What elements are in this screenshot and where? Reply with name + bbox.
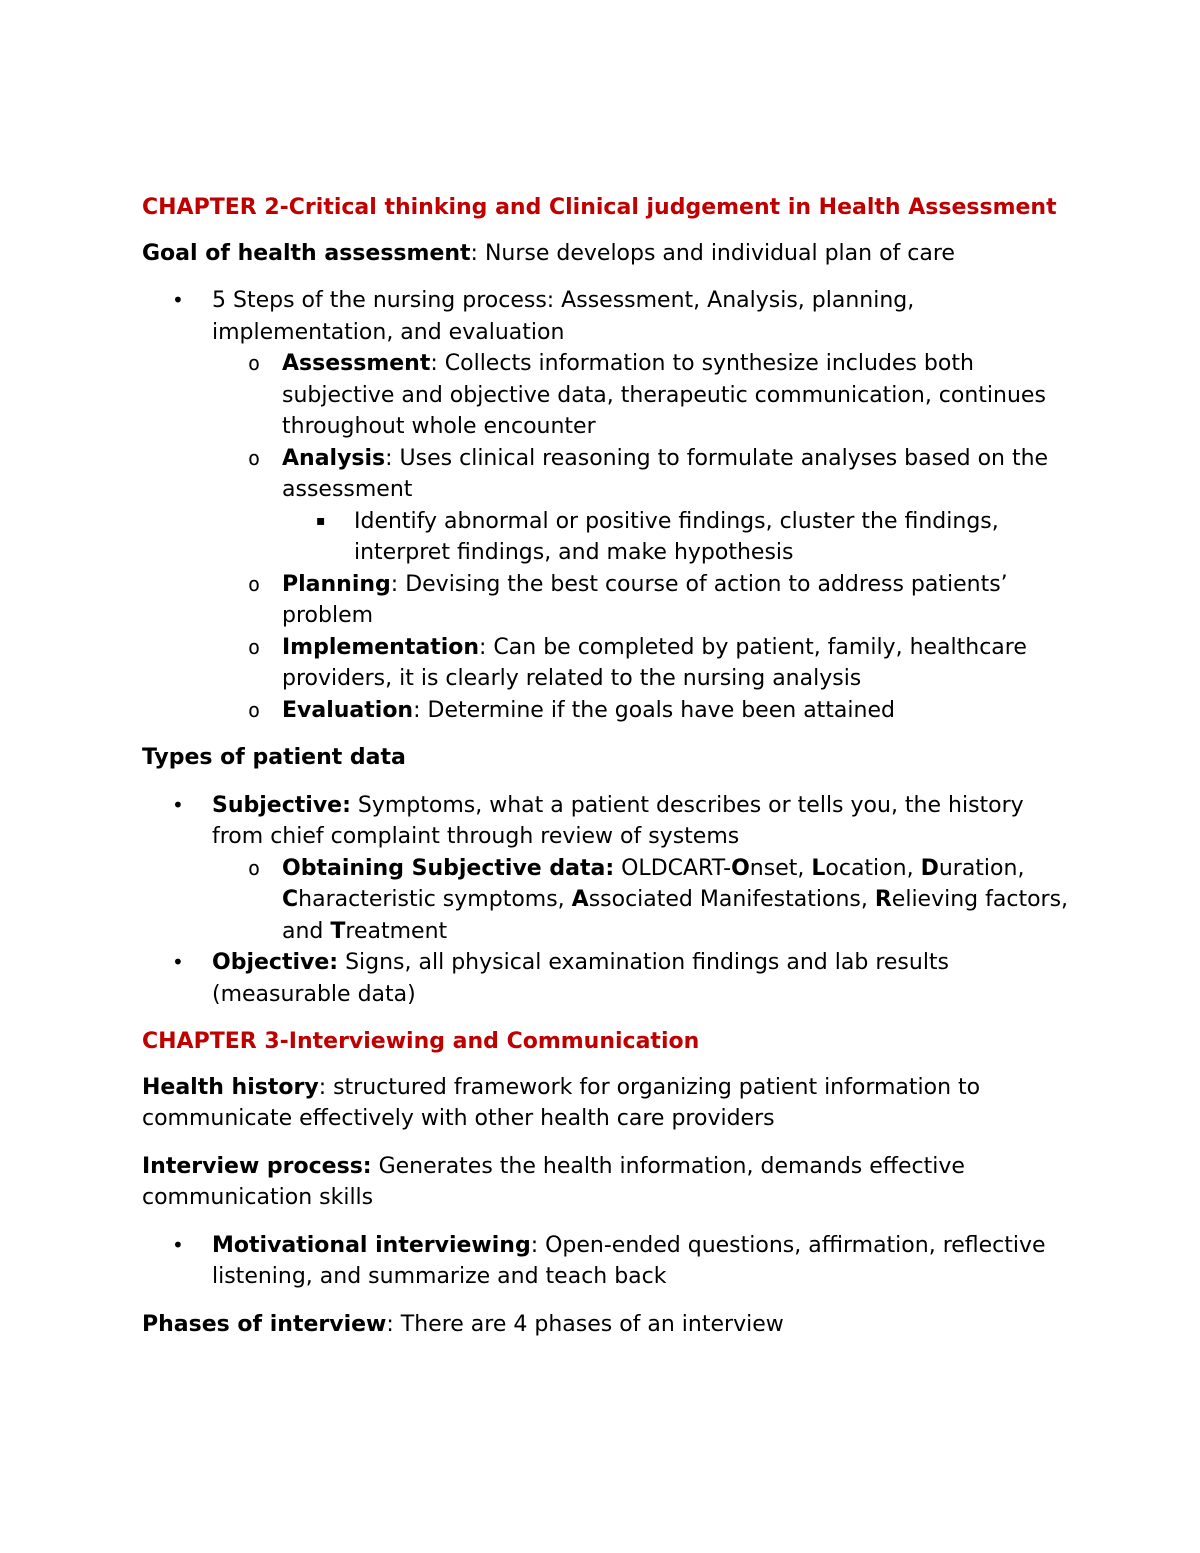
- steps-sublist: [212, 348, 1072, 726]
- interview-process-label: Interview process:: [142, 1153, 372, 1179]
- interview-list: [142, 1230, 1072, 1293]
- oldcart-letter-o: O: [731, 855, 750, 881]
- oldcart-intro: OLDCART-: [614, 855, 732, 881]
- list-item-steps: [142, 285, 1072, 726]
- goal-label: Goal of health assessment: [142, 240, 471, 266]
- assessment-label: Assessment: [282, 351, 431, 376]
- list-item-assessment: [212, 348, 1072, 443]
- objective-text: Signs, all physical examination findings and lab results (measurable data): [212, 950, 950, 1007]
- subjective-label: Subjective:: [212, 792, 351, 818]
- bullet-dot-icon: •: [172, 950, 184, 974]
- health-history-text: : structured framework for organizing patient information to communicate effectively with other health care providers: [142, 1074, 981, 1131]
- oldcart-onset: nset,: [749, 855, 812, 881]
- motivational-label: Motivational interviewing: [212, 1232, 531, 1258]
- bullet-circle-icon: o: [248, 445, 261, 470]
- goal-paragraph: [142, 238, 1072, 270]
- analysis-detail-text: Identify abnormal or positive findings, cluster the findings, interpret findings, and make hypothesis: [354, 508, 999, 565]
- list-item-analysis-detail: [282, 506, 1072, 569]
- list-item-objective: [142, 947, 1072, 1010]
- chapter-3-heading: CHAPTER 3-Interviewing and Communication: [142, 1029, 700, 1054]
- health-history-label: Health history: [142, 1074, 319, 1100]
- evaluation-text: : Determine if the goals have been attained: [413, 697, 895, 723]
- implementation-text: : Can be completed by patient, family, healthcare providers, it is clearly related to the nursing analysis: [282, 634, 1027, 691]
- oldcart-characteristic: haracteristic symptoms,: [298, 887, 572, 912]
- subjective-text: Symptoms, what a patient describes or tells you, the history from chief complaint through review of systems: [212, 792, 1024, 849]
- implementation-label: Implementation: [282, 634, 480, 660]
- oldcart-letter-a: A: [571, 887, 589, 912]
- oldcart-associated: ssociated Manifestations,: [588, 887, 875, 912]
- bullet-dot-icon: •: [172, 288, 184, 312]
- chapter-2-heading: CHAPTER 2-Critical thinking and Clinical judgement in Health Assessment: [142, 195, 1057, 220]
- bullet-circle-icon: o: [248, 571, 261, 596]
- phases-paragraph: [142, 1309, 1072, 1341]
- steps-text: 5 Steps of the nursing process: Assessment, Analysis, planning, implementation, and evaluation: [212, 288, 915, 345]
- bullet-dot-icon: •: [172, 1232, 184, 1257]
- oldcart-letter-d: D: [920, 855, 939, 881]
- bullet-circle-icon: o: [248, 697, 261, 722]
- subjective-sublist: [212, 853, 1072, 948]
- interview-process-paragraph: [142, 1151, 1072, 1214]
- types-list: [142, 790, 1072, 1011]
- objective-label: Objective:: [212, 950, 339, 975]
- bullet-circle-icon: o: [248, 855, 261, 880]
- bullet-circle-icon: o: [248, 634, 261, 659]
- steps-list: [142, 285, 1072, 726]
- oldcart-location: ocation,: [825, 855, 921, 881]
- document-page: [142, 192, 1072, 1356]
- oldcart-label: Obtaining Subjective data:: [282, 855, 615, 881]
- phases-label: Phases of interview: [142, 1311, 387, 1337]
- bullet-dot-icon: •: [172, 792, 184, 817]
- list-item-implementation: [212, 632, 1072, 695]
- bullet-circle-icon: o: [248, 351, 261, 375]
- oldcart-letter-r: R: [874, 887, 892, 912]
- planning-label: Planning: [282, 571, 391, 597]
- analysis-sublist: [282, 506, 1072, 569]
- analysis-label: Analysis: [282, 445, 386, 471]
- health-history-paragraph: [142, 1072, 1072, 1135]
- goal-text: : Nurse develops and individual plan of care: [470, 240, 955, 266]
- list-item-evaluation: [212, 695, 1072, 727]
- bullet-square-icon: ▪: [316, 512, 326, 529]
- motivational-text: : Open-ended questions, affirmation, reflective listening, and summarize and teach back: [212, 1232, 1046, 1289]
- evaluation-label: Evaluation: [282, 697, 414, 723]
- oldcart-letter-c: C: [282, 887, 299, 912]
- analysis-text: : Uses clinical reasoning to formulate analyses based on the assessment: [282, 445, 1049, 502]
- phases-text: : There are 4 phases of an interview: [386, 1311, 784, 1337]
- types-heading: Types of patient data: [142, 745, 406, 770]
- oldcart-letter-t: T: [330, 918, 346, 944]
- assessment-text: : Collects information to synthesize includes both subjective and objective data, therapeutic communication, continues throughout whole encounter: [282, 351, 1046, 439]
- list-item-oldcart: [212, 853, 1072, 948]
- oldcart-letter-l: L: [811, 855, 826, 881]
- oldcart-duration: uration,: [938, 855, 1025, 881]
- interview-process-text: Generates the health information, demands effective communication skills: [142, 1153, 965, 1210]
- list-item-motivational: [142, 1230, 1072, 1293]
- list-item-analysis: [212, 443, 1072, 569]
- list-item-subjective: [142, 790, 1072, 948]
- list-item-planning: [212, 569, 1072, 632]
- oldcart-treatment: reatment: [345, 918, 448, 944]
- planning-text: : Devising the best course of action to address patients’ problem: [282, 571, 1008, 628]
- oldcart-relieving: elieving factors, and: [282, 887, 1069, 944]
